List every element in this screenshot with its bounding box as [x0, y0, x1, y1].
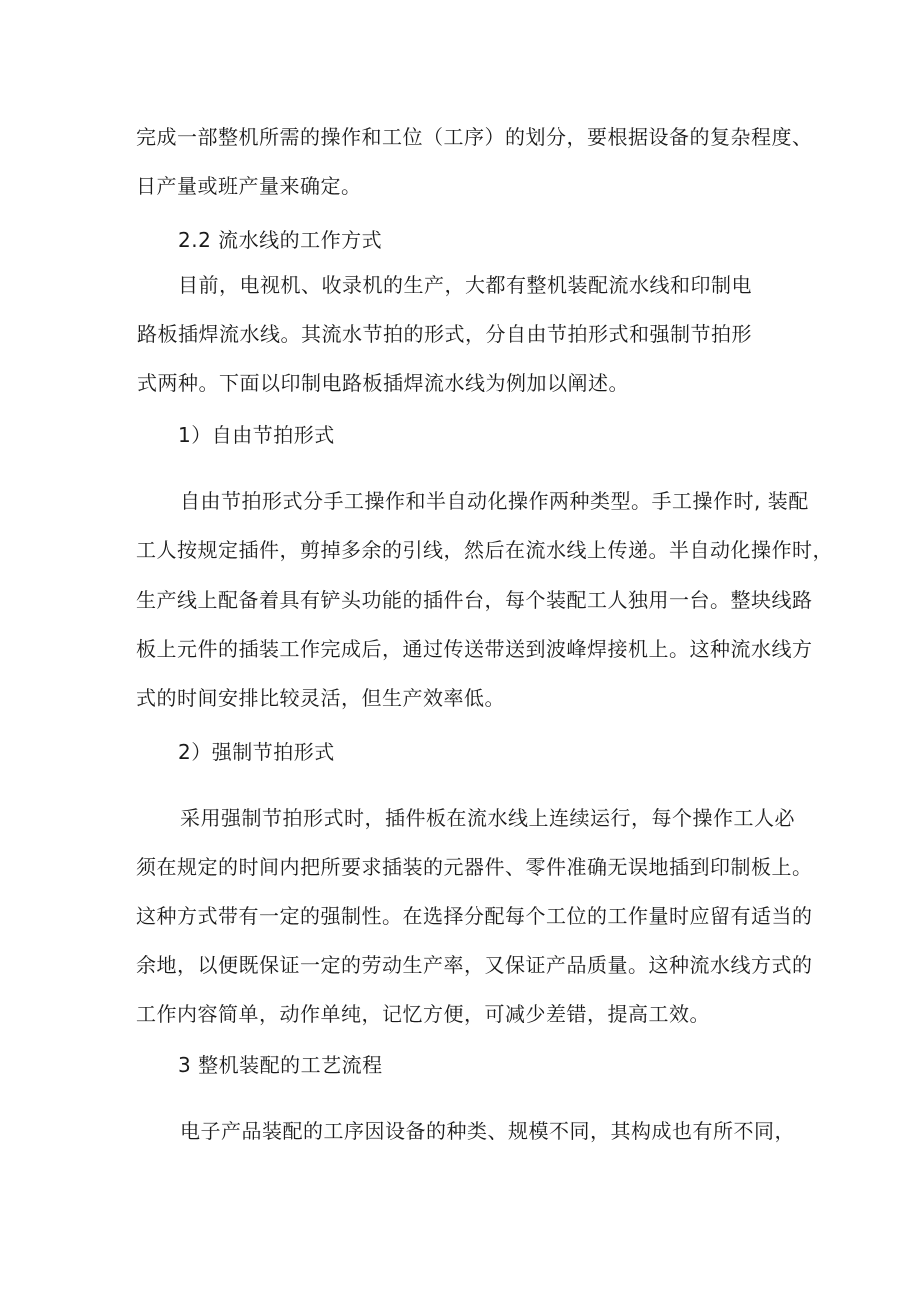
paragraph-free-line-3: 生产线上配备着具有铲头功能的插件台，每个装配工人独用一台。整块线路	[136, 588, 813, 612]
paragraph-free-line-5: 式的时间安排比较灵活，但生产效率低。	[136, 686, 505, 710]
paragraph-forced-line-4: 余地，以便既保证一定的劳动生产率，又保证产品质量。这种流水线方式的	[136, 953, 813, 977]
paragraph-2-line-2: 路板插焊流水线。其流水节拍的形式，分自由节拍形式和强制节拍形	[137, 322, 752, 346]
subheading-forced-rhythm: 2）强制节拍形式	[178, 740, 335, 764]
paragraph-free-line-4: 板上元件的插装工作完成后，通过传送带送到波峰焊接机上。这种流水线方	[136, 637, 813, 661]
paragraph-3-line-1: 电子产品装配的工序因设备的种类、规模不同，其构成也有所不同，	[180, 1119, 795, 1143]
paragraph-free-line-2: 工人按规定插件，剪掉多余的引线，然后在流水线上传递。半自动化操作时，	[136, 538, 833, 562]
subheading-free-rhythm: 1）自由节拍形式	[178, 423, 335, 447]
paragraph-free-line-1: 自由节拍形式分手工操作和半自动化操作两种类型。手工操作时, 装配	[180, 489, 809, 513]
section-heading-3: 3 整机装配的工艺流程	[178, 1053, 383, 1077]
paragraph-1-line-1: 完成一部整机所需的操作和工位（工序）的划分，要根据设备的复杂程度、	[136, 125, 813, 149]
paragraph-2-line-1: 目前，电视机、收录机的生产，大都有整机装配流水线和印制电	[178, 273, 752, 297]
paragraph-2-line-3: 式两种。下面以印制电路板插焊流水线为例加以阐述。	[137, 371, 629, 395]
section-heading-2-2: 2.2 流水线的工作方式	[178, 228, 383, 252]
paragraph-forced-line-2: 须在规定的时间内把所要求插装的元器件、零件准确无误地插到印制板上。	[136, 855, 813, 879]
paragraph-forced-line-1: 采用强制节拍形式时，插件板在流水线上连续运行，每个操作工人必	[180, 806, 795, 830]
paragraph-forced-line-3: 这种方式带有一定的强制性。在选择分配每个工位的工作量时应留有适当的	[136, 904, 813, 928]
paragraph-1-line-2: 日产量或班产量来确定。	[136, 174, 362, 198]
paragraph-forced-line-5: 工作内容简单，动作单纯，记忆方便，可减少差错，提高工效。	[136, 1002, 710, 1026]
